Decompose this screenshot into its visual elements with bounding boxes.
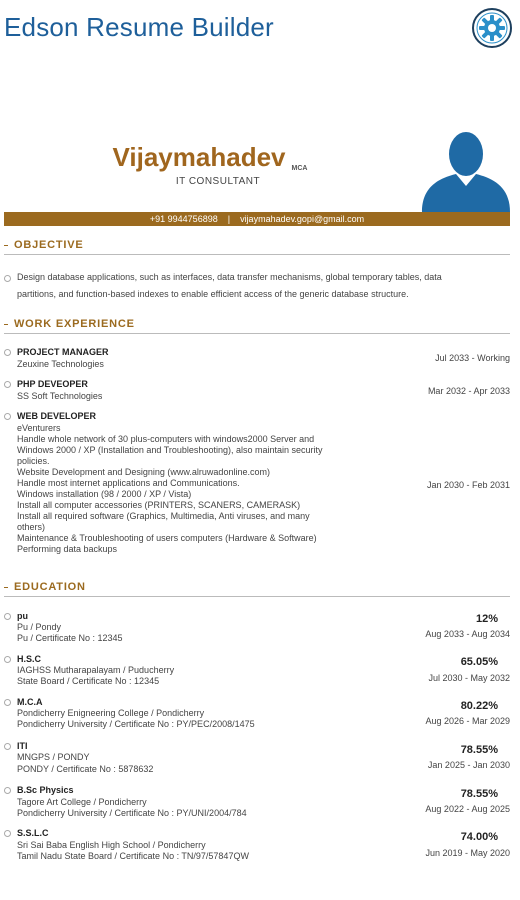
education-board: Pu / Certificate No : 12345 bbox=[17, 633, 123, 643]
education-period: Aug 2033 - Aug 2034 bbox=[425, 629, 510, 639]
education-course: ITI bbox=[17, 741, 28, 751]
bullet-icon bbox=[4, 656, 11, 663]
education-percent: 12% bbox=[475, 613, 498, 625]
education-period: Aug 2026 - Mar 2029 bbox=[425, 716, 510, 726]
education-percent: 78.55% bbox=[460, 744, 498, 756]
bullet-icon bbox=[4, 830, 11, 837]
job-detail-line: Handle most internet applications and Communications. bbox=[17, 478, 240, 488]
job-role: WEB DEVELOPER bbox=[17, 411, 97, 421]
bullet-icon bbox=[4, 743, 11, 750]
resume-degree: MCA bbox=[291, 165, 308, 172]
education-institution: Pu / Pondy bbox=[17, 622, 62, 632]
job-detail-line: Handle whole network of 30 plus-computers with windows2000 Server and bbox=[17, 434, 315, 444]
education-course: S.S.L.C bbox=[17, 828, 49, 838]
resume-role: IT CONSULTANT bbox=[175, 176, 261, 187]
job-details bbox=[17, 434, 397, 555]
education-percent: 80.22% bbox=[460, 700, 498, 712]
email-text: vijaymahadev.gopi@gmail.com bbox=[240, 214, 365, 224]
job-detail-line: Install all required software (Graphics, Multimedia, Anti viruses, and many bbox=[17, 511, 310, 521]
job-period: Jan 2030 - Feb 2031 bbox=[426, 480, 510, 490]
education-board: Pondicherry University / Certificate No : PY/PEC/2008/1475 bbox=[17, 719, 255, 729]
job-detail-line: policies. bbox=[17, 456, 50, 466]
education-percent: 78.55% bbox=[460, 788, 498, 800]
education-institution: Pondicherry Enigneering College / Pondicherry bbox=[17, 708, 205, 718]
job-detail-line: Windows 2000 / XP (Installation and Troubleshooting), also maintain security bbox=[17, 445, 323, 455]
education-section-header bbox=[4, 580, 510, 597]
bullet-icon bbox=[4, 349, 11, 356]
education-board: PONDY / Certificate No : 5878632 bbox=[17, 764, 154, 774]
education-institution: IAGHSS Mutharapalayam / Puducherry bbox=[17, 665, 175, 675]
bullet-icon bbox=[4, 699, 11, 706]
education-board: Pondicherry University / Certificate No : PY/UNI/2004/784 bbox=[17, 808, 247, 818]
education-course: H.S.C bbox=[17, 654, 42, 664]
job-detail-line: Install all computer accessories (PRINTERS, SCANERS, CAMERASK) bbox=[17, 500, 301, 510]
job-detail-line: Website Development and Designing (www.alruwadonline.com) bbox=[17, 467, 270, 477]
job-role: PROJECT MANAGER bbox=[17, 347, 109, 357]
bullet-icon bbox=[4, 275, 11, 282]
section-title: EDUCATION bbox=[14, 581, 86, 593]
bullet-icon bbox=[4, 381, 11, 388]
job-detail-line: Performing data backups bbox=[17, 544, 118, 554]
education-period: Jan 2025 - Jan 2030 bbox=[427, 760, 510, 770]
gear-icon[interactable] bbox=[472, 8, 512, 48]
resume-name: Vijaymahadev bbox=[112, 142, 286, 172]
job-period: Jul 2033 - Working bbox=[435, 353, 510, 363]
section-title: OBJECTIVE bbox=[14, 239, 84, 251]
education-percent: 65.05% bbox=[460, 656, 498, 668]
job-company: Zeuxine Technologies bbox=[17, 359, 104, 369]
bullet-icon bbox=[4, 413, 11, 420]
job-detail-line: others) bbox=[17, 522, 46, 532]
education-course: M.C.A bbox=[17, 697, 43, 707]
section-title: WORK EXPERIENCE bbox=[14, 318, 135, 330]
bullet-icon bbox=[4, 613, 11, 620]
bullet-icon bbox=[4, 787, 11, 794]
education-percent: 74.00% bbox=[460, 831, 498, 843]
education-period: Aug 2022 - Aug 2025 bbox=[425, 804, 510, 814]
job-period: Mar 2032 - Apr 2033 bbox=[427, 386, 510, 396]
objective-text-line: Design database applications, such as interfaces, data transfer mechanisms, global temporary tables, data bbox=[17, 272, 442, 282]
job-detail-line: Windows installation (98 / 2000 / XP / Vista) bbox=[17, 489, 192, 499]
app-title: Edson Resume Builder bbox=[4, 12, 274, 42]
work-experience-section-header bbox=[4, 317, 510, 334]
education-institution: MNGPS / PONDY bbox=[17, 752, 90, 762]
education-period: Jul 2030 - May 2032 bbox=[428, 673, 510, 683]
education-institution: Tagore Art College / Pondicherry bbox=[17, 797, 147, 807]
education-board: Tamil Nadu State Board / Certificate No : TN/97/57847QW bbox=[17, 851, 249, 861]
job-detail-line: Maintenance & Troubleshooting of users computers (Hardware & Software) bbox=[17, 533, 317, 543]
education-course: pu bbox=[17, 611, 28, 621]
app-bar bbox=[0, 0, 520, 56]
resume-name-block bbox=[0, 142, 420, 173]
job-role: PHP DEVEOPER bbox=[17, 379, 88, 389]
objective-section-header bbox=[4, 238, 510, 255]
education-institution: Sri Sai Baba English High School / Pondicherry bbox=[17, 840, 206, 850]
contact-bar bbox=[4, 212, 510, 226]
education-board: State Board / Certificate No : 12345 bbox=[17, 676, 160, 686]
job-company: eVenturers bbox=[17, 423, 61, 433]
education-course: B.Sc Physics bbox=[17, 785, 74, 795]
education-period: Jun 2019 - May 2020 bbox=[425, 848, 510, 858]
person-avatar-icon bbox=[420, 124, 510, 212]
contact-separator: | bbox=[227, 214, 231, 224]
job-company: SS Soft Technologies bbox=[17, 391, 103, 401]
phone-text: +91 9944756898 bbox=[149, 214, 218, 224]
objective-text-line: partitions, and function-based indexes to enable efficient access of the generic database structure. bbox=[17, 289, 409, 299]
